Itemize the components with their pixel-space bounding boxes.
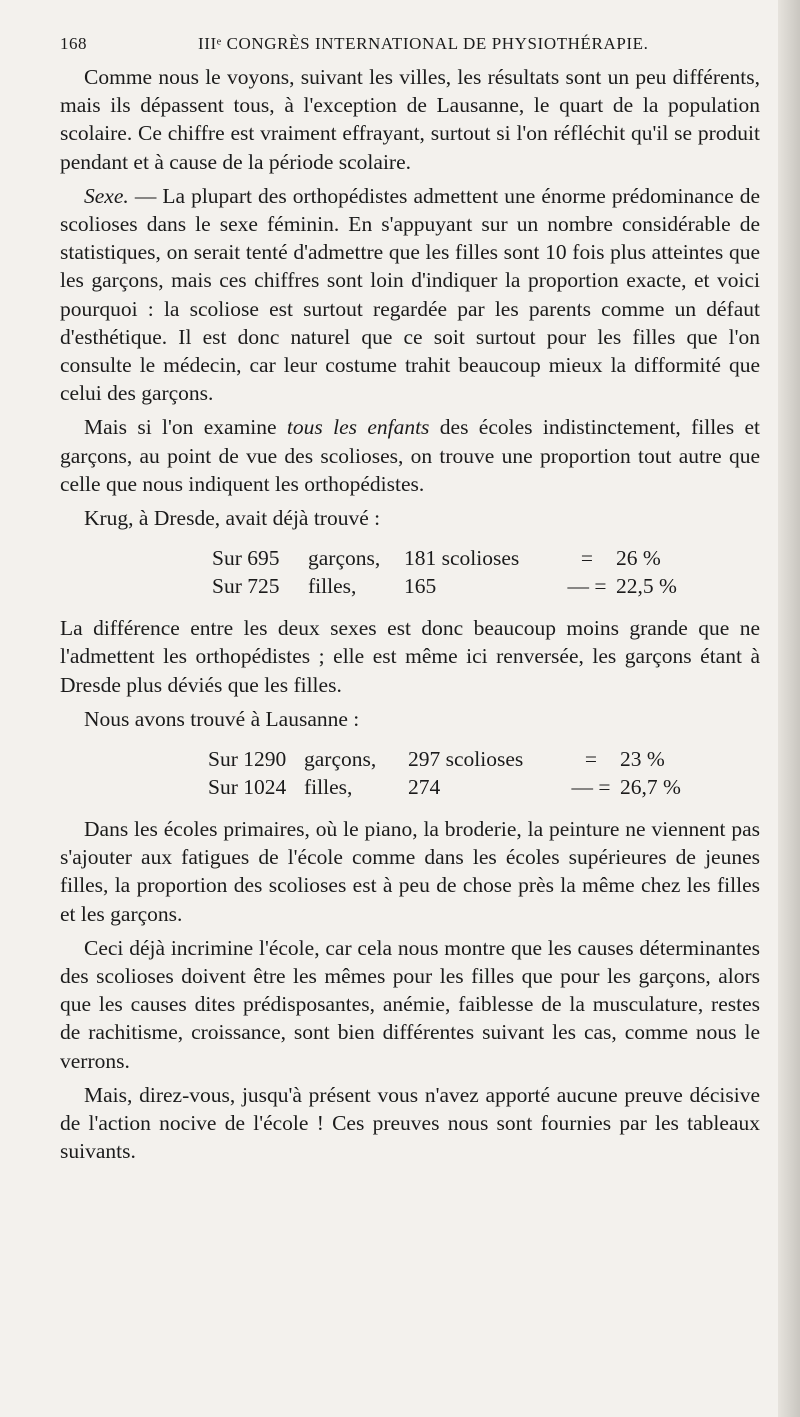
- running-title: IIIᵉ CONGRÈS INTERNATIONAL DE PHYSIOTHÉRAPIE.: [198, 34, 649, 53]
- stats-group: garçons,: [308, 546, 381, 571]
- stats-pct: 23 %: [620, 747, 665, 772]
- paragraph-primary-schools: Dans les écoles primaires, où le piano, la broderie, la peinture ne viennent pas s'ajouter aux fatigues de l'école comme dans les écoles supérieures de jeunes filles, la proportion des scolioses est à peu de chose près la même chez les filles et les garçons.: [60, 817, 760, 926]
- stats-sep: =: [584, 747, 598, 772]
- stats-group: filles,: [304, 775, 353, 800]
- stats-count: 181 scolioses: [404, 546, 520, 571]
- paragraph-all-children: [60, 413, 760, 498]
- stats-count: 274: [408, 775, 441, 800]
- stats-label: Sur 1290: [208, 747, 287, 772]
- stats-row: [212, 572, 760, 600]
- stats-label: Sur 1024: [208, 775, 287, 800]
- body-text: [60, 63, 760, 1166]
- paragraph-lausanne-intro: Nous avons trouvé à Lausanne :: [84, 706, 360, 731]
- paragraph-sexe: [60, 182, 760, 408]
- emphasis-tous-les-enfants: tous les enfants: [286, 415, 430, 440]
- paragraph-results: Comme nous le voyons, suivant les villes, les résultats sont un peu différents, mais ils dépassent tous, à l'exception de Lausanne, le quart de la population scolaire. Ce chiffre est vraiment effrayant, surtout si l'on réfléchit qu'il se produit pendant et à cause de la période scolaire.: [60, 65, 760, 174]
- section-label-sexe: Sexe.: [84, 183, 129, 208]
- stats-label: Sur 725: [212, 574, 280, 599]
- paragraph-sexe-text: — La plupart des orthopédistes admettent une énorme prédominance de scolioses dans le sexe féminin. En s'appuyant sur un nombre considérable de statistiques, on serait tenté d'admettre que les filles sont 10 fois plus atteintes que les garçons, mais ces chiffres sont loin d'indiquer la proportion exacte, et voici pourquoi : la scoliose est surtout regardée par les parents comme un défaut d'esthétique. Il est donc naturel que ce soit surtout pour les filles que l'on consulte le médecin, car leur costume trahit beaucoup mieux la difformité que celui des garçons.: [60, 183, 760, 406]
- stats-row: [212, 544, 760, 572]
- stats-pct: 22,5 %: [616, 574, 677, 599]
- paragraph-krug: Krug, à Dresde, avait déjà trouvé :: [84, 506, 381, 531]
- stats-sep: — =: [567, 574, 607, 599]
- stats-group: garçons,: [304, 747, 377, 772]
- paragraph-proof: Mais, direz-vous, jusqu'à présent vous n'avez apporté aucune preuve décisive de l'action nocive de l'école ! Ces preuves nous sont fournies par les tableaux suivants.: [60, 1082, 760, 1164]
- stats-row: [208, 745, 760, 773]
- paragraph-difference: La différence entre les deux sexes est donc beaucoup moins grande que ne l'admettent les orthopédistes ; elle est même ici renversée, les garçons étant à Dresde plus déviés que les filles.: [60, 616, 760, 697]
- paragraph-all-children-b: des écoles indistinctement, filles et garçons, au point de vue des scolioses, on trouve une proportion tout autre que celle que nous indiquent les orthopédistes.: [60, 415, 760, 496]
- stats-dresde: [60, 544, 760, 600]
- stats-pct: 26 %: [616, 546, 661, 571]
- stats-pct: 26,7 %: [620, 775, 681, 800]
- stats-row: [208, 773, 760, 801]
- stats-group: filles,: [308, 574, 357, 599]
- stats-sep: — =: [571, 775, 611, 800]
- stats-label: Sur 695: [212, 546, 280, 571]
- stats-lausanne: [60, 745, 760, 801]
- stats-count: 297 scolioses: [408, 747, 524, 772]
- paragraph-all-children-a: Mais si l'on examine: [84, 415, 287, 440]
- paragraph-incriminates: Ceci déjà incrimine l'école, car cela nous montre que les causes déterminantes des scolioses doivent être les mêmes pour les filles que pour les garçons, alors que les causes dites prédisposantes, anémie, faiblesse de la musculature, restes de rachitisme, croissance, sont bien différentes suivant les cas, comme nous le verrons.: [60, 935, 760, 1073]
- stats-count: 165: [404, 574, 437, 599]
- page-header: [60, 34, 760, 56]
- page-edge-shadow: [778, 0, 800, 1417]
- stats-sep: =: [580, 546, 594, 571]
- page-number: 168: [60, 34, 87, 53]
